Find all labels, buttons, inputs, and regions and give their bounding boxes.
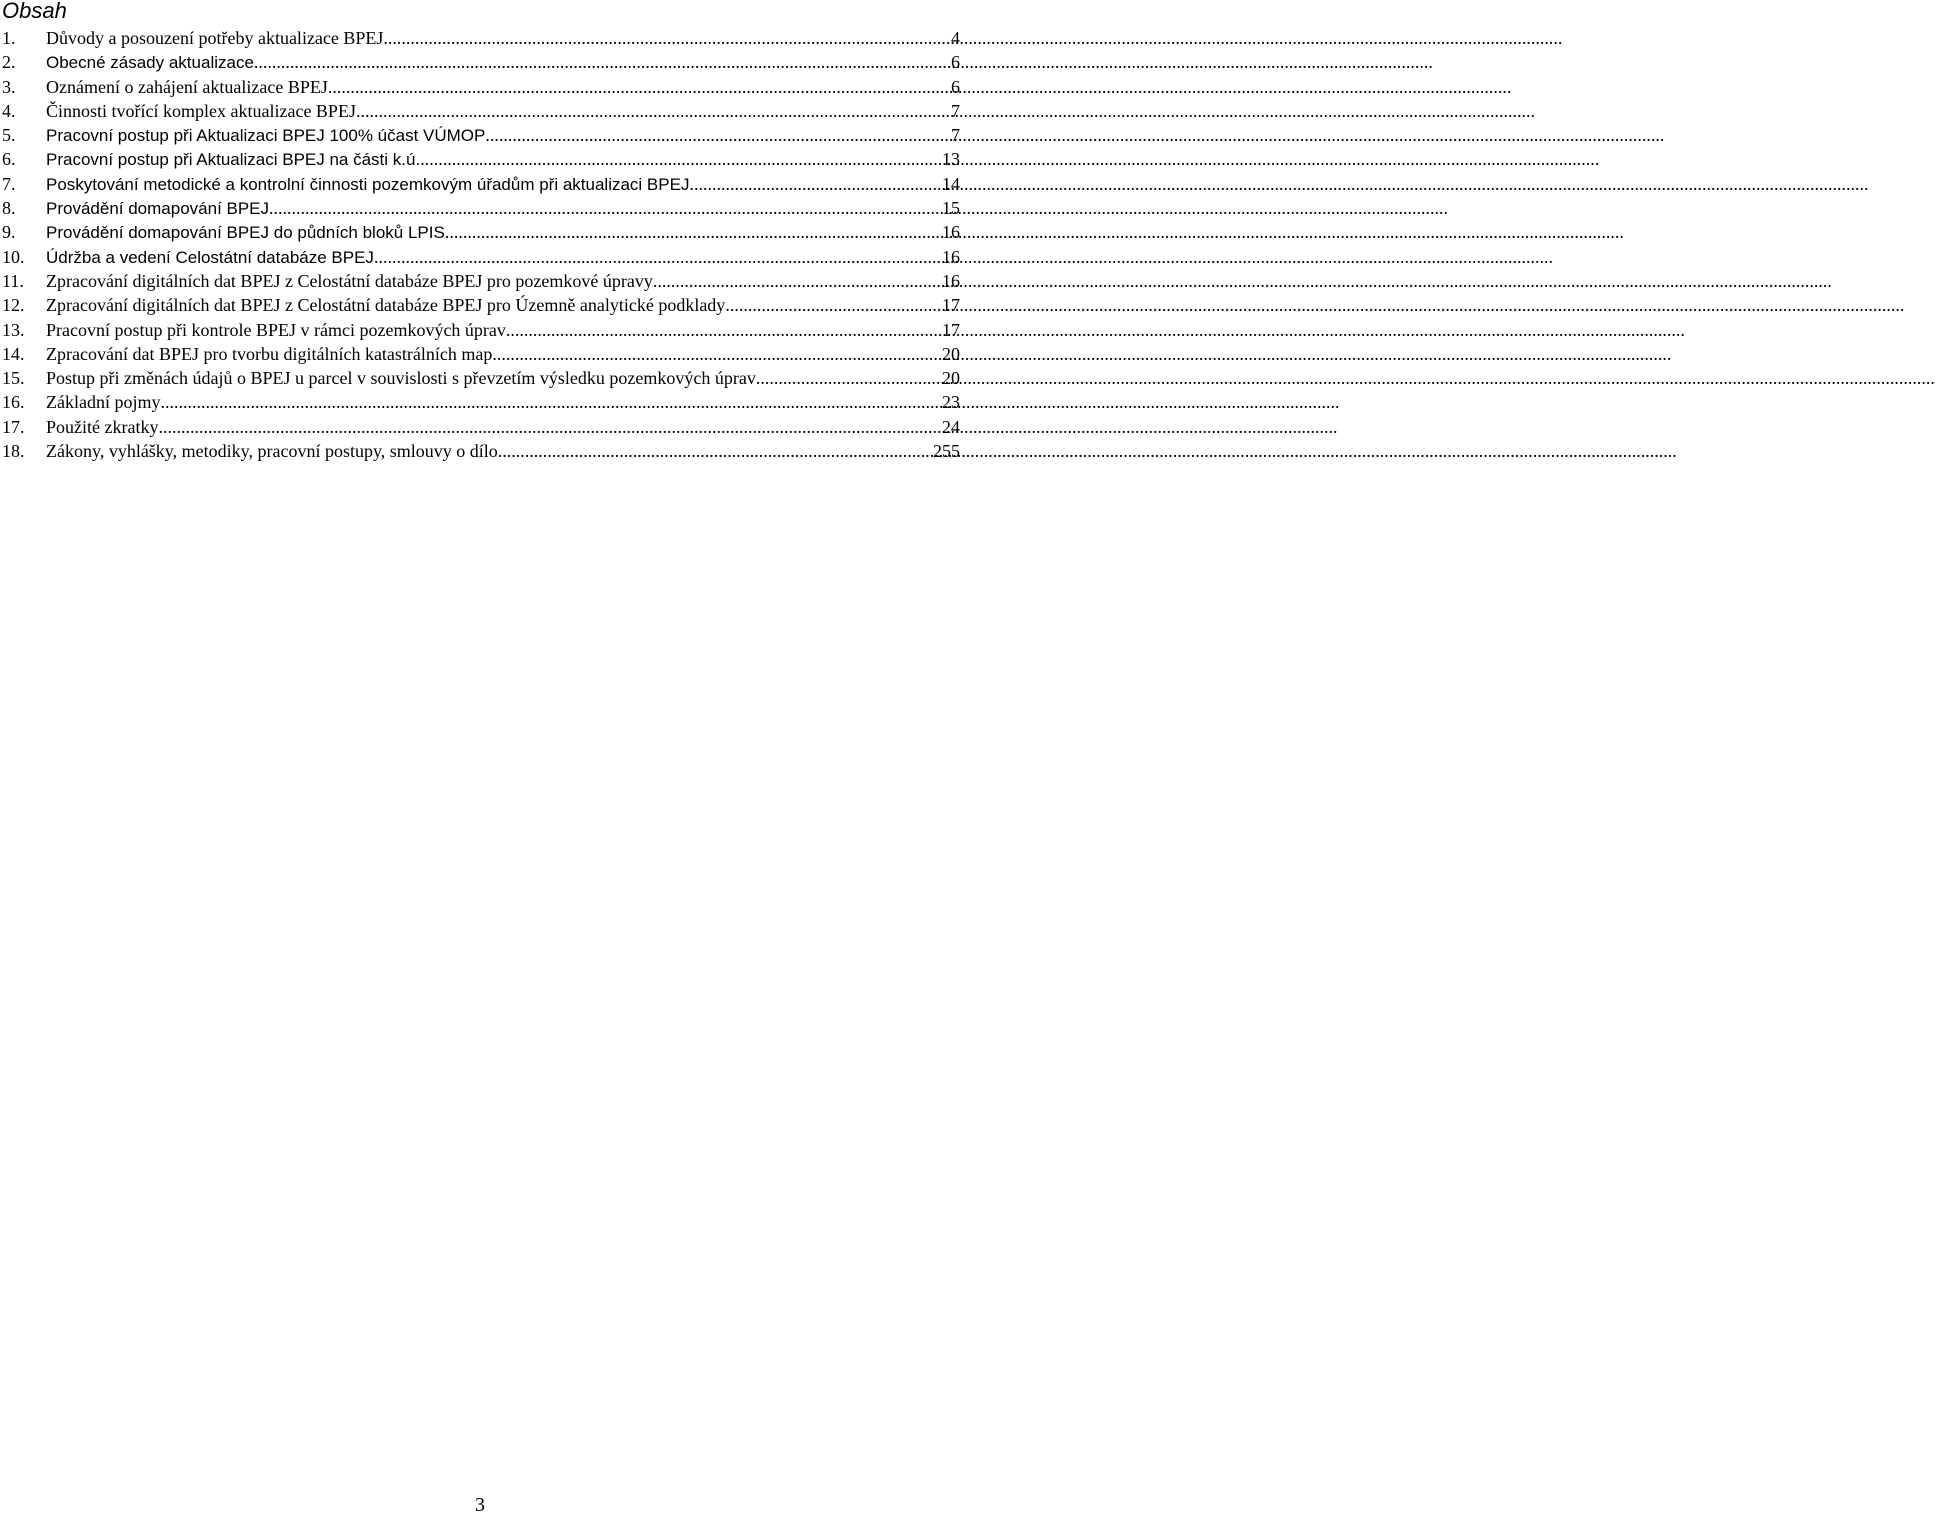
toc-dot-leader [756, 366, 938, 390]
toc-entry[interactable] [2, 172, 960, 196]
toc-dot-leader [725, 293, 938, 317]
toc-dot-leader [269, 196, 938, 220]
toc-entry-page[interactable]: 20 [942, 368, 960, 389]
toc-entry-number: 11. [2, 270, 24, 291]
toc-entry-page[interactable]: 255 [933, 441, 960, 462]
toc-entry-title[interactable]: Činnosti tvořící komplex aktualizace BPEJ [46, 100, 356, 121]
toc-entry-page[interactable]: 20 [942, 343, 960, 364]
toc-entry[interactable] [2, 75, 960, 99]
toc-entry-number: 10. [2, 246, 25, 267]
toc-entry-title[interactable]: Provádění domapování BPEJ do půdních bloků LPIS [46, 223, 445, 243]
toc-entry-page[interactable]: 17 [942, 319, 960, 340]
toc-entry-number: 4. [2, 100, 16, 121]
toc-entry[interactable] [2, 26, 960, 50]
toc-dot-leader [420, 147, 938, 171]
toc-dot-leader [332, 75, 947, 99]
toc-dot-leader [653, 269, 938, 293]
toc-entry-title[interactable]: Důvody a posouzení potřeby aktualizace BPEJ [46, 28, 384, 48]
toc-entry-page[interactable]: 16 [942, 222, 960, 243]
toc-entry-page[interactable]: 23 [942, 392, 960, 413]
toc-entry[interactable] [2, 50, 960, 74]
toc-entry-page[interactable]: 14 [942, 173, 960, 194]
toc-entry[interactable] [2, 293, 960, 317]
toc-entry[interactable] [2, 439, 960, 463]
toc-entry-page[interactable]: 15 [942, 198, 960, 219]
toc-entry-number: 16. [2, 392, 25, 413]
toc-entry-title[interactable]: Poskytování metodické a kontrolní činnosti pozemkovým úřadům při aktualizaci BPEJ [46, 174, 690, 194]
table-of-contents [2, 26, 960, 463]
toc-entry-page[interactable]: 7 [951, 125, 960, 146]
toc-entry-title[interactable]: Zpracování digitálních dat BPEJ z Celostátní databáze BPEJ pro pozemkové úpravy [46, 270, 653, 291]
toc-entry[interactable] [2, 318, 960, 342]
toc-entry-number: 13. [2, 319, 25, 340]
toc-entry-title[interactable]: Postup při změnách údajů o BPEJ u parcel v souvislosti s převzetím výsledku pozemkových úprav [46, 368, 756, 389]
toc-entry[interactable] [2, 366, 960, 390]
toc-dot-leader [492, 342, 938, 366]
toc-entry-number: 14. [2, 343, 25, 364]
toc-dot-leader [160, 390, 938, 414]
toc-entry[interactable] [2, 269, 960, 293]
toc-entry-page[interactable]: 16 [942, 270, 960, 291]
toc-entry-number: 15. [2, 368, 25, 389]
toc-entry[interactable] [2, 147, 960, 171]
toc-dot-leader [498, 439, 929, 463]
toc-entry-number: 3. [2, 76, 16, 97]
toc-entry-title[interactable]: Pracovní postup při kontrole BPEJ v rámci pozemkových úprav [46, 319, 506, 340]
toc-dot-leader [383, 26, 947, 50]
toc-entry[interactable] [2, 245, 960, 269]
toc-entry-title[interactable]: Obecné zásady aktualizace [46, 53, 254, 73]
toc-entry[interactable] [2, 99, 960, 123]
toc-entry-number: 7. [2, 173, 16, 194]
toc-dot-leader [506, 318, 938, 342]
toc-heading: Obsah [2, 0, 67, 23]
toc-entry-title[interactable]: Použité zkratky [46, 416, 159, 437]
toc-entry-title[interactable]: Zákony, vyhlášky, metodiky, pracovní postupy, smlouvy o dílo [46, 441, 498, 462]
toc-entry-title[interactable]: Provádění domapování BPEJ [46, 199, 270, 219]
toc-entry-number: 5. [2, 125, 16, 146]
toc-entry-number: 17. [2, 416, 25, 437]
toc-dot-leader [356, 99, 947, 123]
toc-entry-number: 2. [2, 52, 16, 73]
toc-entry-number: 18. [2, 441, 25, 462]
toc-entry[interactable] [2, 123, 960, 147]
toc-entry-number: 12. [2, 295, 25, 316]
toc-entry[interactable] [2, 342, 960, 366]
toc-entry-page[interactable]: 7 [951, 100, 960, 121]
toc-dot-leader [689, 172, 938, 196]
toc-dot-leader [158, 415, 938, 439]
toc-dot-leader [445, 220, 938, 244]
toc-entry-page[interactable]: 6 [951, 52, 960, 73]
toc-entry-page[interactable]: 6 [951, 76, 960, 97]
toc-entry-number: 8. [2, 198, 16, 219]
toc-entry-title[interactable]: Pracovní postup při Aktualizaci BPEJ 100% účast VÚMOP [46, 126, 486, 146]
toc-dot-leader [374, 245, 938, 269]
toc-entry-number: 6. [2, 149, 16, 170]
toc-entry-page[interactable]: 4 [951, 28, 960, 48]
toc-entry-number: 9. [2, 222, 16, 243]
toc-dot-leader [485, 123, 947, 147]
toc-entry-page[interactable]: 13 [942, 149, 960, 170]
toc-entry-page[interactable]: 16 [942, 246, 960, 267]
toc-entry-page[interactable]: 17 [942, 295, 960, 316]
toc-entry-title[interactable]: Základní pojmy [46, 392, 161, 413]
page-number: 3 [475, 1494, 485, 1516]
toc-entry-page[interactable]: 24 [942, 416, 960, 437]
toc-entry[interactable] [2, 390, 960, 414]
toc-entry-title[interactable]: Zpracování digitálních dat BPEJ z Celostátní databáze BPEJ pro Územně analytické podklady [46, 295, 726, 316]
toc-entry-title[interactable]: Pracovní postup při Aktualizaci BPEJ na části k.ú. [46, 150, 421, 170]
toc-entry[interactable] [2, 196, 960, 220]
toc-entry-title[interactable]: Oznámení o zahájení aktualizace BPEJ. [46, 76, 333, 97]
toc-entry-title[interactable]: Zpracování dat BPEJ pro tvorbu digitálních katastrálních map [46, 343, 493, 364]
toc-entry-title[interactable]: Údržba a vedení Celostátní databáze BPEJ [46, 247, 374, 267]
toc-entry-number: 1. [2, 28, 16, 48]
toc-entry[interactable] [2, 415, 960, 439]
toc-dot-leader [254, 50, 947, 74]
toc-entry[interactable] [2, 220, 960, 244]
